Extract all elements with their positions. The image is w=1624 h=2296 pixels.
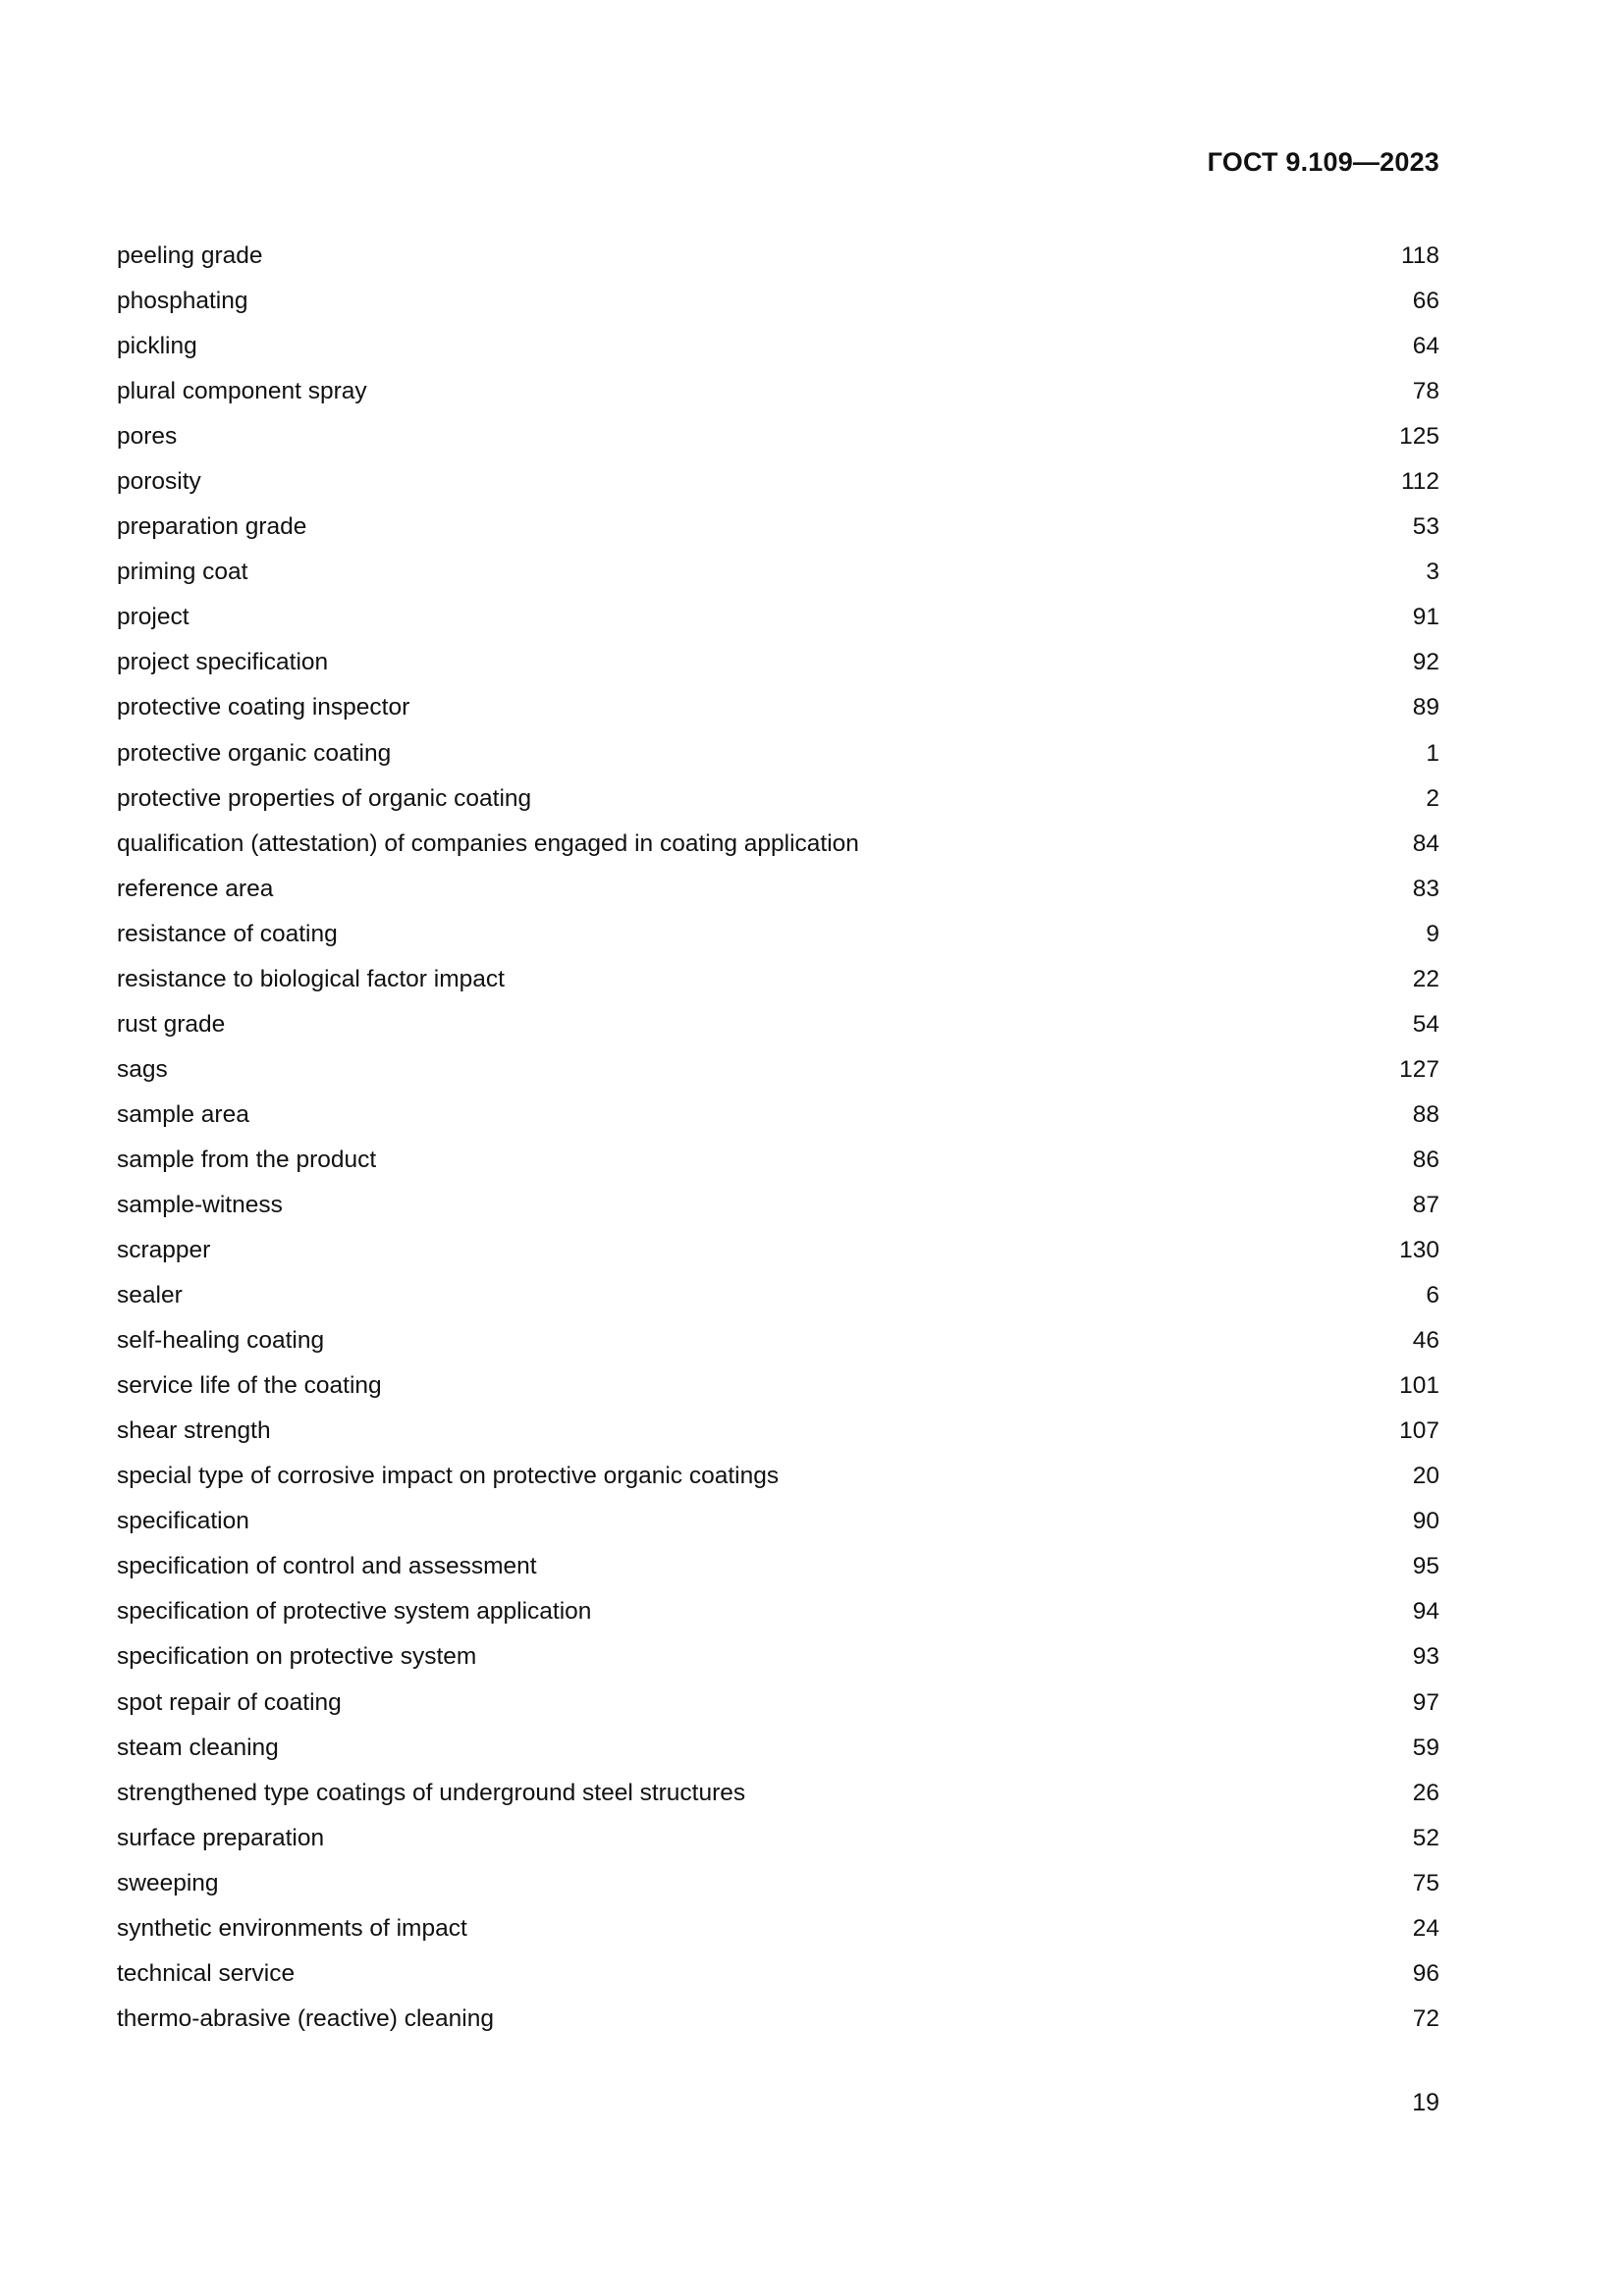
index-number: 6: [1426, 1282, 1439, 1309]
index-term: resistance to biological factor impact: [117, 965, 505, 992]
index-term: protective properties of organic coating: [117, 784, 532, 812]
index-number: 125: [1399, 423, 1439, 451]
index-number: 101: [1399, 1372, 1439, 1400]
index-number: 75: [1412, 1869, 1439, 1896]
index-entry: [117, 1997, 1439, 2042]
index-entry: [117, 1138, 1439, 1183]
index-entry: [117, 1816, 1439, 1861]
index-term: specification of control and assessment: [117, 1553, 537, 1580]
index-term: steam cleaning: [117, 1734, 279, 1761]
index-entry: [117, 369, 1439, 414]
index-number: 72: [1412, 2004, 1439, 2032]
index-entry: [117, 685, 1439, 730]
index-entry: [117, 731, 1439, 776]
index-term: service life of the coating: [117, 1372, 382, 1400]
index-number: 89: [1412, 694, 1439, 721]
index-entry: [117, 1454, 1439, 1499]
index-entry: [117, 867, 1439, 912]
index-term: self-healing coating: [117, 1327, 325, 1355]
index-term: synthetic environments of impact: [117, 1914, 467, 1942]
index-term: sample-witness: [117, 1191, 283, 1218]
index-entry: [117, 1183, 1439, 1228]
index-number: 2: [1426, 784, 1439, 812]
index-number: 9: [1426, 920, 1439, 947]
index-entry: [117, 414, 1439, 459]
index-term: protective organic coating: [117, 739, 392, 767]
index-number: 3: [1426, 559, 1439, 586]
index-entry: [117, 822, 1439, 867]
index-entry: [117, 1093, 1439, 1138]
index-entry: [117, 1499, 1439, 1544]
index-entry: [117, 279, 1439, 324]
index-number: 59: [1412, 1734, 1439, 1761]
index-number: 96: [1412, 1959, 1439, 1987]
index-entry: [117, 1726, 1439, 1771]
index-term: priming coat: [117, 559, 248, 586]
index-entry: [117, 640, 1439, 685]
index-entry: [117, 1363, 1439, 1409]
index-term: thermo-abrasive (reactive) cleaning: [117, 2004, 494, 2032]
index-number: 66: [1412, 288, 1439, 315]
index-term: sample from the product: [117, 1146, 377, 1173]
index-number: 24: [1412, 1914, 1439, 1942]
index-number: 118: [1400, 242, 1439, 269]
index-term: project specification: [117, 649, 329, 676]
index-term: sealer: [117, 1282, 183, 1309]
index-term: qualification (attestation) of companies engaged in coating application: [117, 829, 859, 857]
index-entry: [117, 324, 1439, 369]
index-entry: [117, 1771, 1439, 1816]
index-entry: [117, 1002, 1439, 1047]
index-number: 112: [1400, 468, 1439, 496]
index-term: protective coating inspector: [117, 694, 410, 721]
index-entry: [117, 550, 1439, 595]
index-term: peeling grade: [117, 242, 263, 269]
index-entry: [117, 1273, 1439, 1318]
index-entry: [117, 1047, 1439, 1093]
index-number: 52: [1412, 1824, 1439, 1851]
index-term: plural component spray: [117, 378, 367, 405]
index-term: sags: [117, 1055, 168, 1083]
index-term: sweeping: [117, 1869, 219, 1896]
index-number: 78: [1412, 378, 1439, 405]
index-number: 46: [1412, 1327, 1439, 1355]
index-entry: [117, 912, 1439, 957]
index-number: 107: [1399, 1417, 1439, 1445]
index-number: 86: [1412, 1146, 1439, 1173]
index-number: 53: [1412, 513, 1439, 541]
index-term: technical service: [117, 1959, 296, 1987]
index-term: shear strength: [117, 1417, 271, 1445]
index-term: specification on protective system: [117, 1643, 477, 1671]
index-number: 22: [1412, 965, 1439, 992]
index-number: 94: [1412, 1598, 1439, 1626]
index-number: 93: [1412, 1643, 1439, 1671]
index-term: specification of protective system application: [117, 1598, 592, 1626]
index-number: 64: [1412, 333, 1439, 360]
index-number: 127: [1399, 1055, 1439, 1083]
index-entry: [117, 1544, 1439, 1589]
index-number: 84: [1412, 829, 1439, 857]
index-entry: [117, 234, 1439, 279]
index-number: 88: [1412, 1100, 1439, 1128]
index-term: special type of corrosive impact on protective organic coatings: [117, 1463, 780, 1490]
index-number: 97: [1412, 1688, 1439, 1716]
index-number: 92: [1412, 649, 1439, 676]
document-code: ГОСТ 9.109—2023: [1207, 147, 1439, 177]
index-entry: [117, 1634, 1439, 1680]
index-term: phosphating: [117, 288, 248, 315]
index-number: 20: [1412, 1463, 1439, 1490]
index-number: 90: [1412, 1508, 1439, 1535]
index-term: pickling: [117, 333, 197, 360]
index-entry: [117, 1409, 1439, 1454]
index-number: 130: [1399, 1237, 1439, 1264]
index-term: pores: [117, 423, 178, 451]
index-term: project: [117, 604, 189, 631]
index-entry: [117, 595, 1439, 640]
index-term: sample area: [117, 1100, 249, 1128]
index-entry: [117, 1681, 1439, 1726]
index-entry: [117, 459, 1439, 505]
index-term: specification: [117, 1508, 249, 1535]
index-entry: [117, 1318, 1439, 1363]
index-entry: [117, 776, 1439, 822]
index-term: resistance of coating: [117, 920, 338, 947]
index-term: spot repair of coating: [117, 1688, 342, 1716]
page-number: 19: [1412, 2089, 1439, 2116]
index-term: rust grade: [117, 1010, 226, 1038]
index-entry: [117, 957, 1439, 1002]
index-entry: [117, 1861, 1439, 1906]
index-entry: [117, 1228, 1439, 1273]
index-term: preparation grade: [117, 513, 307, 541]
index-term: scrapper: [117, 1237, 211, 1264]
index-entry: [117, 505, 1439, 550]
index-entry: [117, 1589, 1439, 1634]
index-term: strengthened type coatings of underground steel structures: [117, 1779, 746, 1806]
index-term: reference area: [117, 875, 274, 902]
index-term: porosity: [117, 468, 201, 496]
index-number: 87: [1412, 1191, 1439, 1218]
index-number: 91: [1412, 604, 1439, 631]
index-number: 26: [1412, 1779, 1439, 1806]
index-number: 54: [1412, 1010, 1439, 1038]
alphabetical-index: [117, 234, 1439, 2042]
index-entry: [117, 1906, 1439, 1951]
index-term: surface preparation: [117, 1824, 325, 1851]
index-number: 95: [1412, 1553, 1439, 1580]
index-number: 1: [1426, 739, 1439, 767]
index-entry: [117, 1951, 1439, 1997]
index-number: 83: [1412, 875, 1439, 902]
